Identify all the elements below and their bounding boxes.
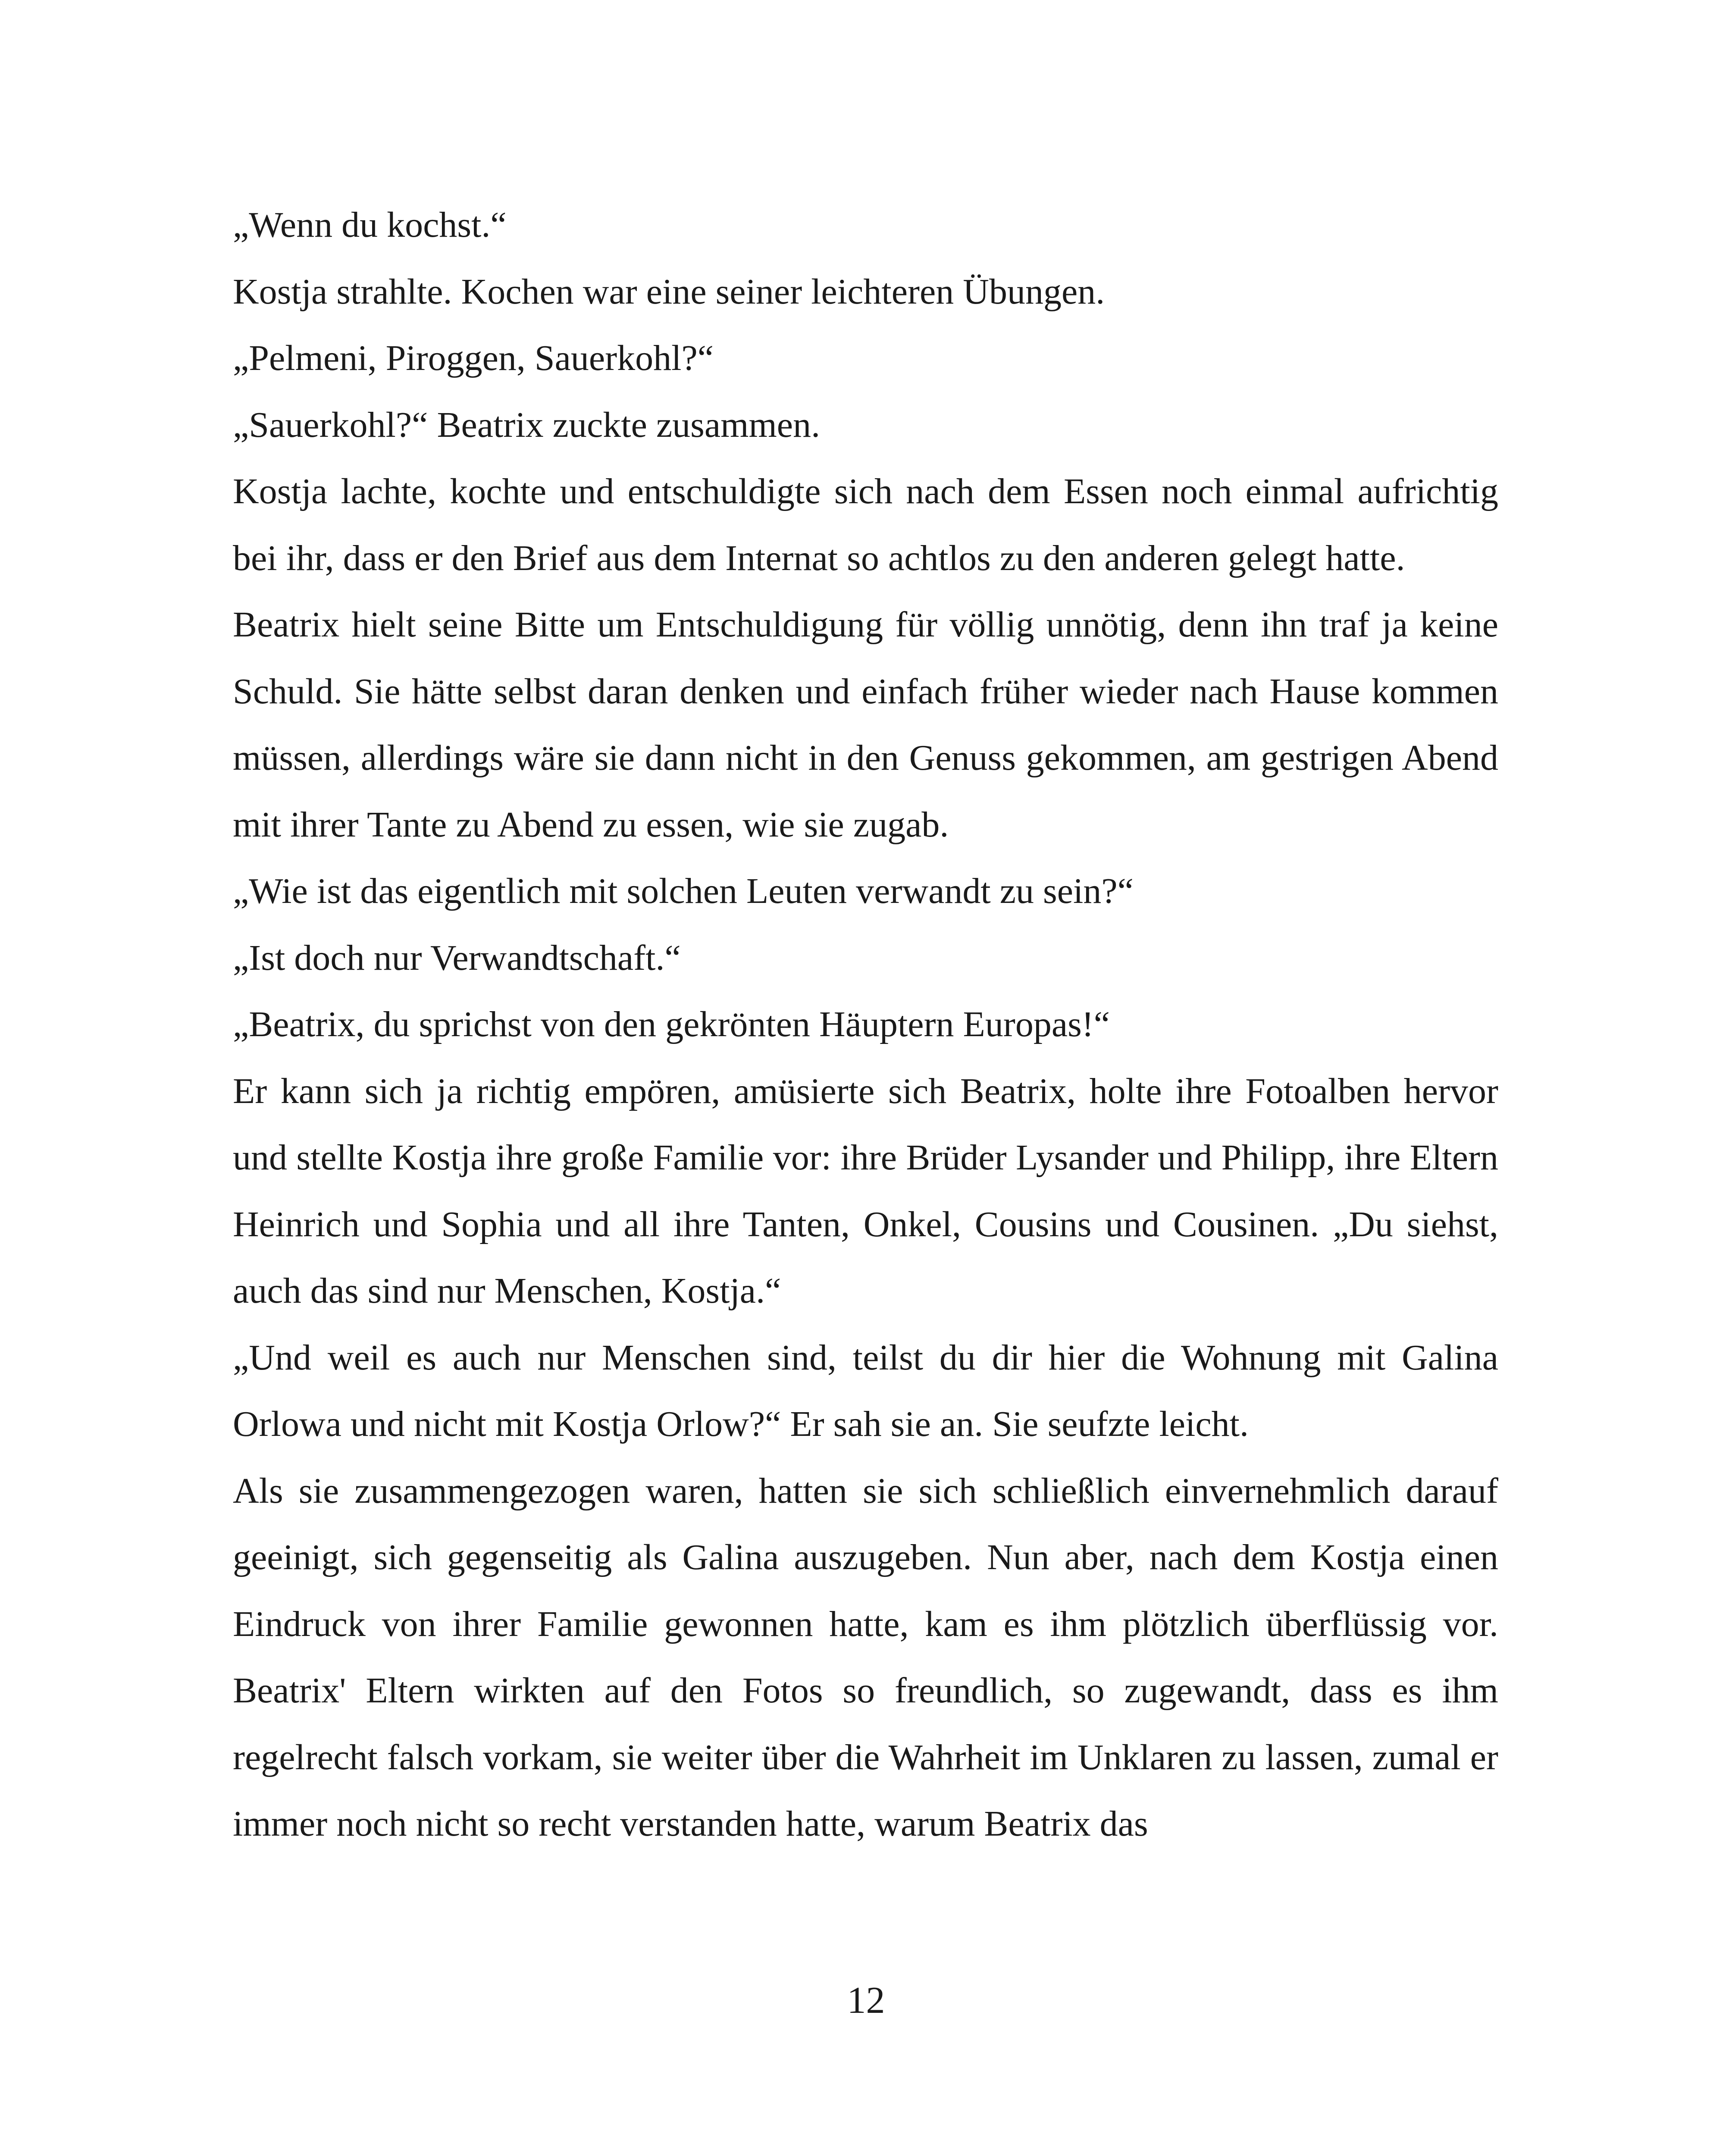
page-number: 12	[847, 1980, 885, 2021]
paragraph-12: Als sie zusammengezogen waren, hatten sie sich schließlich einvernehmlich darauf geeinigt, sich gegenseitig als Galina auszugeben. Nun aber, nach dem Kostja einen Eindruck von ihrer Familie gewonnen hatte, kam es ihm plötzlich überflüssig vor. Beatrix' Eltern wirkten auf den Fotos so freundlich, so zugewandt, dass es ihm regelrecht falsch vorkam, sie weiter über die Wahrheit im Unklaren zu lassen, zumal er immer noch nicht so recht verstanden hatte, warum Beatrix das	[233, 1470, 1498, 1844]
paragraph-11: „Und weil es auch nur Menschen sind, teilst du dir hier die Wohnung mit Galina Orlowa und nicht mit Kostja Orlow?“ Er sah sie an. Sie seufzte leicht.	[233, 1337, 1498, 1444]
paragraph-8: „Ist doch nur Verwandtschaft.“	[233, 937, 681, 978]
paragraph-4: „Sauerkohl?“ Beatrix zuckte zusammen.	[233, 404, 821, 445]
paragraph-7: „Wie ist das eigentlich mit solchen Leuten verwandt zu sein?“	[233, 871, 1134, 911]
paragraph-9: „Beatrix, du sprichst von den gekrönten Häuptern Europas!“	[233, 1004, 1110, 1044]
body-text	[233, 192, 1498, 1858]
paragraph-10: Er kann sich ja richtig empören, amüsierte sich Beatrix, holte ihre Fotoalben hervor und stellte Kostja ihre große Familie vor: ihre Brüder Lysander und Philipp, ihre Eltern Heinrich und Sophia und all ihre Tanten, Onkel, Cousins und Cousinen. „Du siehst, auch das sind nur Menschen, Kostja.“	[233, 1071, 1498, 1311]
paragraph-5: Kostja lachte, kochte und entschuldigte sich nach dem Essen noch einmal aufrichtig bei ihr, dass er den Brief aus dem Internat so achtlos zu den anderen gelegt hatte.	[233, 471, 1498, 578]
paragraph-3: „Pelmeni, Piroggen, Sauerkohl?“	[233, 338, 714, 378]
paragraph-1: „Wenn du kochst.“	[233, 205, 507, 245]
paragraph-2: Kostja strahlte. Kochen war eine seiner leichteren Übungen.	[233, 271, 1105, 312]
paragraph-6: Beatrix hielt seine Bitte um Entschuldigung für völlig unnötig, denn ihn traf ja keine Schuld. Sie hätte selbst daran denken und einfach früher wieder nach Hause kommen müssen, allerdings wäre sie dann nicht in den Genuss gekommen, am gestrigen Abend mit ihrer Tante zu Abend zu essen, wie sie zugab.	[233, 605, 1498, 845]
